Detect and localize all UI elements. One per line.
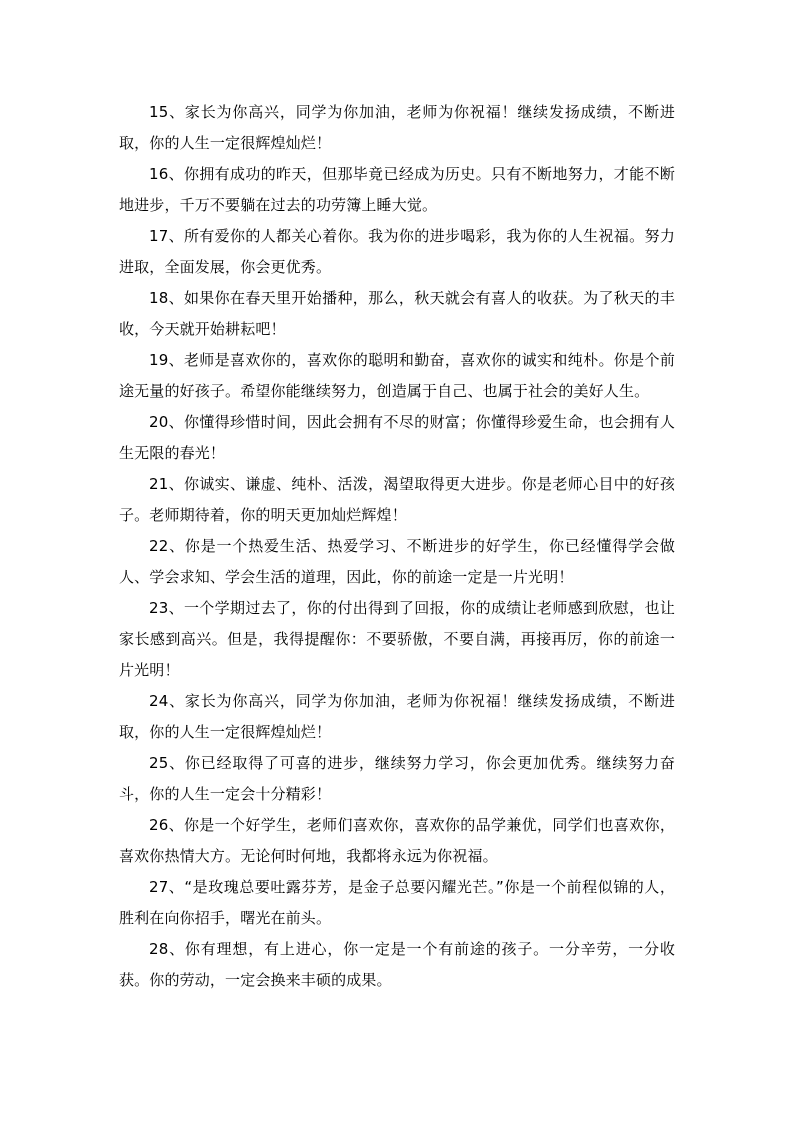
paragraph-25: 25、你已经取得了可喜的进步，继续努力学习，你会更加优秀。继续努力奋斗，你的人生一定会十分精彩！	[119, 754, 675, 803]
paragraph-24: 24、家长为你高兴，同学为你加油，老师为你祝福！继续发扬成绩，不断进取，你的人生一定很辉煌灿烂！	[119, 692, 675, 741]
document-body	[119, 97, 675, 996]
paragraph-15: 15、家长为你高兴，同学为你加油，老师为你祝福！继续发扬成绩，不断进取，你的人生一定很辉煌灿烂！	[119, 103, 675, 152]
paragraph-21: 21、你诚实、谦虚、纯朴、活泼，渴望取得更大进步。你是老师心目中的好孩子。老师期待着，你的明天更加灿烂辉煌！	[119, 475, 675, 524]
paragraph-22: 22、你是一个热爱生活、热爱学习、不断进步的好学生，你已经懂得学会做人、学会求知、学会生活的道理，因此，你的前途一定是一片光明！	[119, 537, 675, 586]
paragraph-19: 19、老师是喜欢你的，喜欢你的聪明和勤奋，喜欢你的诚实和纯朴。你是个前途无量的好孩子。希望你能继续努力，创造属于自己、也属于社会的美好人生。	[119, 351, 675, 400]
paragraph-18: 18、如果你在春天里开始播种，那么，秋天就会有喜人的收获。为了秋天的丰收，今天就开始耕耘吧！	[119, 289, 675, 338]
paragraph-20: 20、你懂得珍惜时间，因此会拥有不尽的财富；你懂得珍爱生命，也会拥有人生无限的春光！	[119, 413, 675, 462]
paragraph-16: 16、你拥有成功的昨天，但那毕竟已经成为历史。只有不断地努力，才能不断地进步，千万不要躺在过去的功劳簿上睡大觉。	[119, 165, 675, 214]
paragraph-17: 17、所有爱你的人都关心着你。我为你的进步喝彩，我为你的人生祝福。努力进取，全面发展，你会更优秀。	[119, 227, 675, 276]
paragraph-28: 28、你有理想，有上进心，你一定是一个有前途的孩子。一分辛劳，一分收获。你的劳动，一定会换来丰硕的成果。	[119, 940, 675, 989]
paragraph-27: 27、“是玫瑰总要吐露芬芳，是金子总要闪耀光芒。”你是一个前程似锦的人，胜利在向你招手，曙光在前头。	[119, 878, 675, 927]
paragraph-26: 26、你是一个好学生，老师们喜欢你，喜欢你的品学兼优，同学们也喜欢你，喜欢你热情大方。无论何时何地，我都将永远为你祝福。	[119, 816, 675, 865]
paragraph-23: 23、一个学期过去了，你的付出得到了回报，你的成绩让老师感到欣慰，也让家长感到高兴。但是，我得提醒你：不要骄傲，不要自满，再接再厉，你的前途一片光明！	[119, 599, 675, 679]
